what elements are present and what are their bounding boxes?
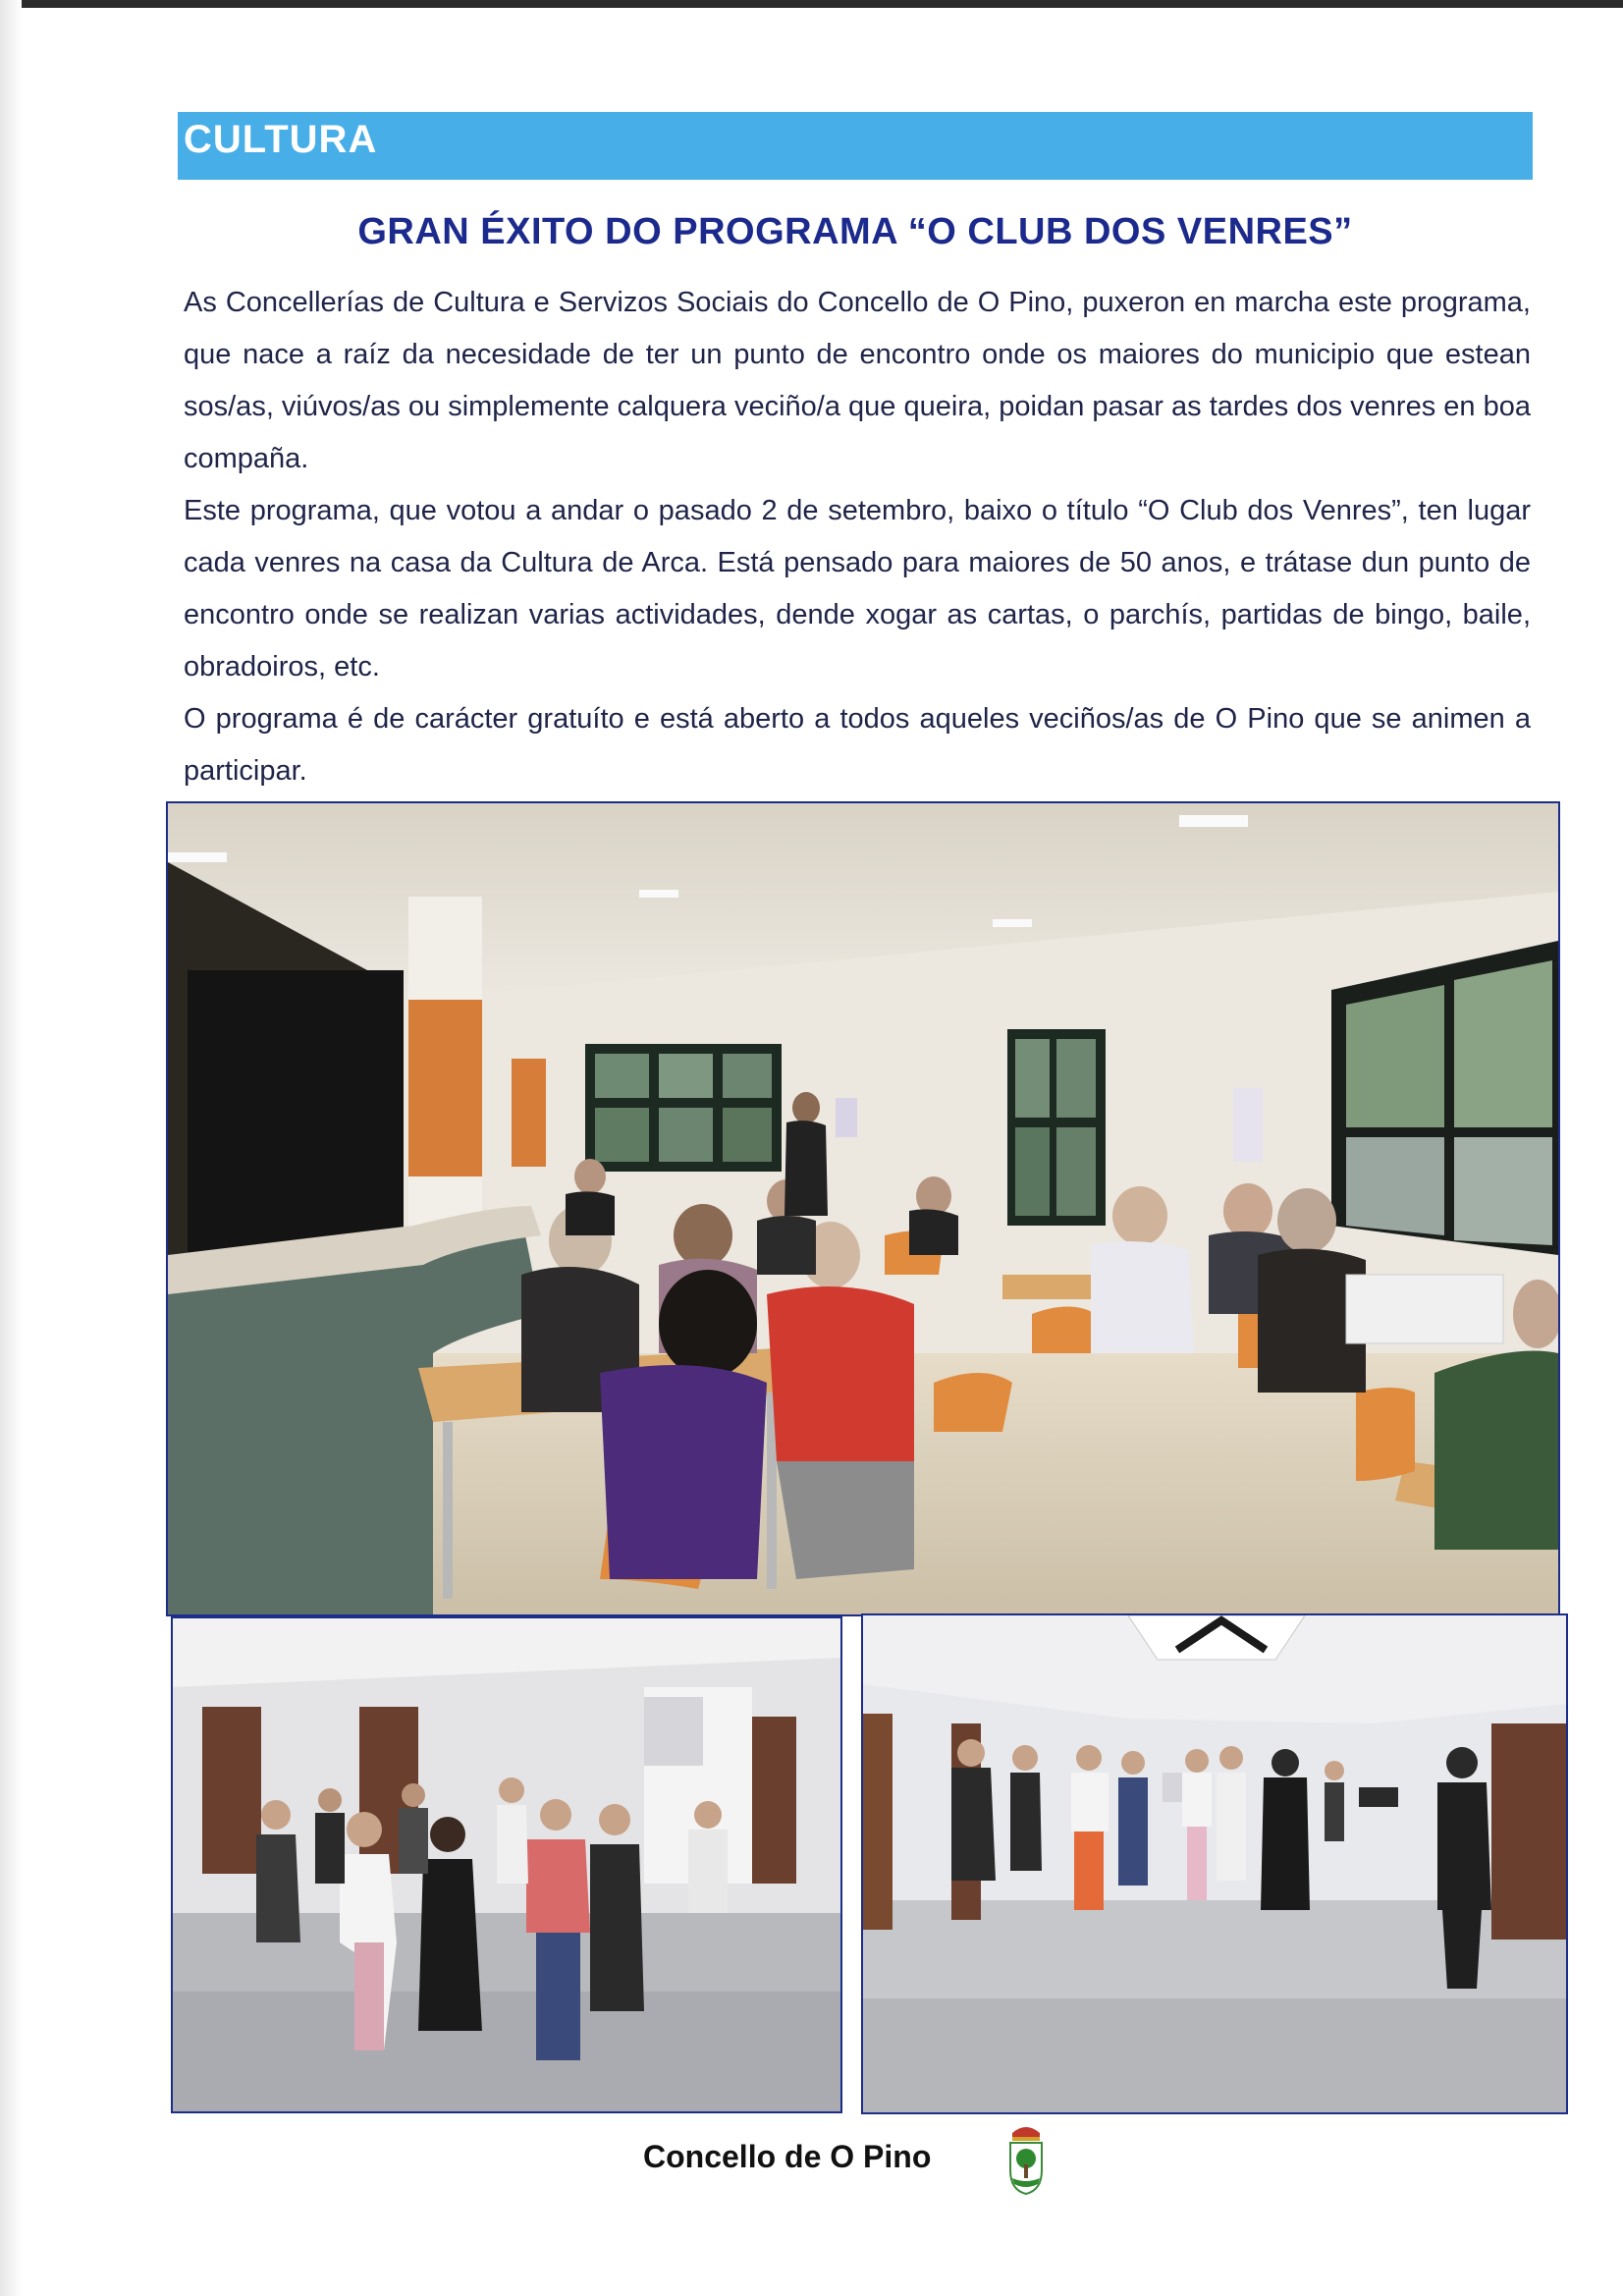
article-paragraph: As Concellerías de Cultura e Servizos Sociais do Concello de O Pino, puxeron en marcha este programa, que nace a raíz da necesidade de ter un punto de encontro onde os maiores do municipio que estean sos/as, viúvos/as ou simplemente calquera veciño/a que queira, poidan pasar as tardes dos venres en boa compaña. <box>184 287 1531 474</box>
scan-margin-shadow <box>0 0 22 2296</box>
footer-municipality-name: Concello de O Pino <box>643 2139 932 2174</box>
photo-card-dancing-right <box>861 1613 1568 2114</box>
photo-card-tables <box>166 801 1560 1616</box>
top-edge-rule <box>0 0 1623 8</box>
article-paragraph: O programa é de carácter gratuíto e está aberto a todos aqueles veciños/as de O Pino que se animen a participar. <box>184 703 1531 787</box>
article-body <box>184 277 1531 797</box>
article-title: GRAN ÉXITO DO PROGRAMA “O CLUB DOS VENRES” <box>357 211 1353 252</box>
section-label: CULTURA <box>184 118 378 161</box>
coat-of-arms-icon <box>1004 2121 1048 2196</box>
section-header-bar <box>178 112 1533 180</box>
photo-card-dancing-right-image <box>863 1615 1566 2112</box>
photo-card-dancing-left <box>171 1616 842 2113</box>
photo-card-dancing-left-image <box>173 1618 840 2111</box>
photo-card-tables-image <box>168 803 1558 1614</box>
article-paragraph: Este programa, que votou a andar o pasado 2 de setembro, baixo o título “O Club dos Venres”, ten lugar cada venres na casa da Cultura de Arca. Está pensado para maiores de 50 anos, e trátase dun punto de encontro onde se realizan varias actividades, dende xogar as cartas, o parchís, partidas de bingo, baile, obradoiros, etc. <box>184 495 1531 683</box>
